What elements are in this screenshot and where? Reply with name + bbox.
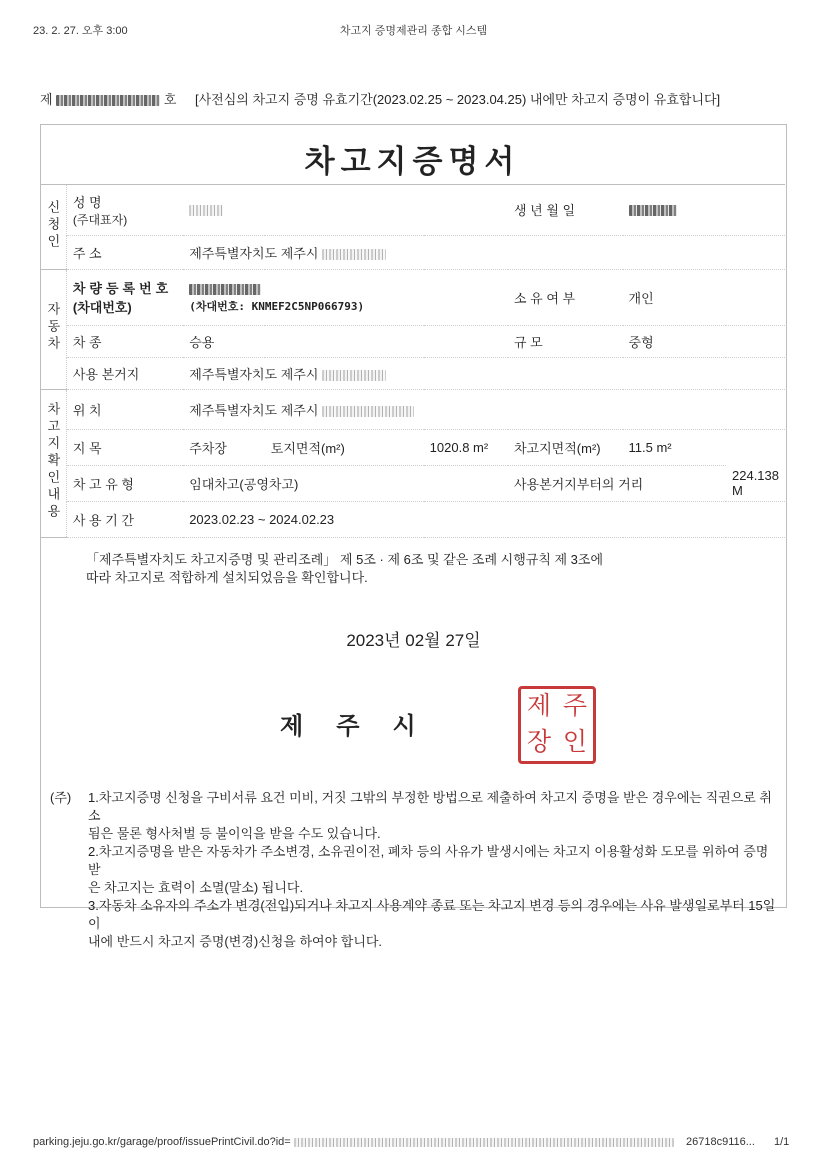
note-line: 됨은 물론 형사처벌 등 불이익을 받을 수도 있습니다. bbox=[88, 826, 381, 841]
garage-type-label: 차 고 유 형 bbox=[66, 465, 183, 501]
official-seal: 제 주 장 인 bbox=[518, 686, 596, 764]
certificate-title: 차고지증명서 bbox=[304, 144, 521, 180]
confirmation-text: 「제주특별자치도 차고지증명 및 관리조례」 제 5조 · 제 6조 및 같은 조례 시행규칙 제 3조에 따라 차고지로 적합하게 설치되었음을 확인합니다. bbox=[86, 552, 603, 585]
note-line: 1.차고지증명 신청을 구비서류 요건 미비, 거짓 그밖의 부정한 방법으로 제출하여 차고지 증명을 받은 경우에는 직권으로 취소 bbox=[88, 790, 772, 823]
garage-type-value: 임대차고(공영차고) bbox=[183, 465, 508, 501]
ownership-label: 소 유 여 부 bbox=[508, 269, 623, 325]
location-label: 위 치 bbox=[66, 389, 183, 429]
notes-list bbox=[88, 789, 778, 951]
note-line: 3.자동차 소유자의 주소가 변경(전입)되거나 차고지 사용계약 종료 또는 차고지 변경 등의 경우에는 사유 발생일로부터 15일이 bbox=[88, 898, 776, 931]
number-prefix: 제 bbox=[40, 92, 53, 107]
ownership-value: 개인 bbox=[623, 269, 785, 325]
garage-area-value: 11.5 m² bbox=[623, 429, 726, 465]
note-line: 2.차고지증명을 받은 자동차가 주소변경, 소유권이전, 폐차 등의 사유가 발생시에는 차고지 이용활성화 도모를 위하여 증명받 bbox=[88, 844, 769, 877]
notes-label: (주) bbox=[50, 790, 72, 805]
address-value: 제주특별자치도 제주시 bbox=[183, 235, 785, 269]
certificate-number bbox=[40, 89, 176, 108]
redacted-number bbox=[56, 95, 160, 106]
name-value bbox=[183, 185, 508, 235]
issue-date: 2023년 02월 27일 bbox=[346, 631, 481, 650]
print-url: parking.jeju.go.kr/garage/proof/issuePrintCivil.do?id= bbox=[33, 1136, 674, 1148]
land-area-label: 토지면적(m²) bbox=[265, 429, 424, 465]
group-vehicle: 자동차 bbox=[40, 269, 66, 389]
type-value: 승용 bbox=[183, 325, 508, 357]
distance-label: 사용본거지부터의 거리 bbox=[508, 465, 726, 501]
garage-area-label: 차고지면적(m²) bbox=[508, 429, 623, 465]
print-url-tail: 26718c9116... bbox=[686, 1136, 755, 1148]
number-suffix: 호 bbox=[163, 92, 177, 107]
issuer-name: 제 주 시 bbox=[280, 712, 418, 740]
note-line: 내에 반드시 차고지 증명(변경)신청을 하여야 합니다. bbox=[88, 934, 383, 949]
category-value: 주차장 bbox=[183, 429, 265, 465]
reg-value: (차대번호: KNMEF2C5NP066793) bbox=[183, 269, 508, 325]
print-page-title: 차고지 증명제관리 종합 시스템 bbox=[339, 25, 488, 37]
certificate-table bbox=[40, 185, 785, 538]
period-label: 사 용 기 간 bbox=[66, 501, 183, 537]
type-label: 차 종 bbox=[66, 325, 183, 357]
print-page-number: 1/1 bbox=[774, 1136, 790, 1148]
size-label: 규 모 bbox=[508, 325, 623, 357]
period-value: 2023.02.23 ~ 2024.02.23 bbox=[183, 501, 785, 537]
group-garage: 차고지확인내용 bbox=[40, 389, 66, 537]
print-datetime: 23. 2. 27. 오후 3:00 bbox=[33, 25, 128, 37]
base-value: 제주특별자치도 제주시 bbox=[183, 357, 785, 389]
group-applicant: 신청인 bbox=[40, 185, 66, 269]
location-value: 제주특별자치도 제주시 bbox=[183, 389, 785, 429]
category-label: 지 목 bbox=[66, 429, 183, 465]
name-label: 성 명 (주대표자) bbox=[66, 185, 183, 235]
birth-label: 생 년 월 일 bbox=[508, 185, 623, 235]
distance-value: 224.138 M bbox=[726, 465, 785, 501]
reg-label: 차량등록번호 (차대번호) bbox=[66, 269, 183, 325]
note-line: 은 차고지는 효력이 소멸(말소) 됩니다. bbox=[88, 880, 304, 895]
land-area-value: 1020.8 m² bbox=[424, 429, 508, 465]
base-label: 사용 본거지 bbox=[66, 357, 183, 389]
validity-notice: [사전심의 차고지 증명 유효기간(2023.02.25 ~ 2023.04.25) 내에만 차고지 증명이 유효합니다] bbox=[195, 92, 721, 107]
address-label: 주 소 bbox=[66, 235, 183, 269]
size-value: 중형 bbox=[623, 325, 785, 357]
birth-value bbox=[623, 185, 785, 235]
